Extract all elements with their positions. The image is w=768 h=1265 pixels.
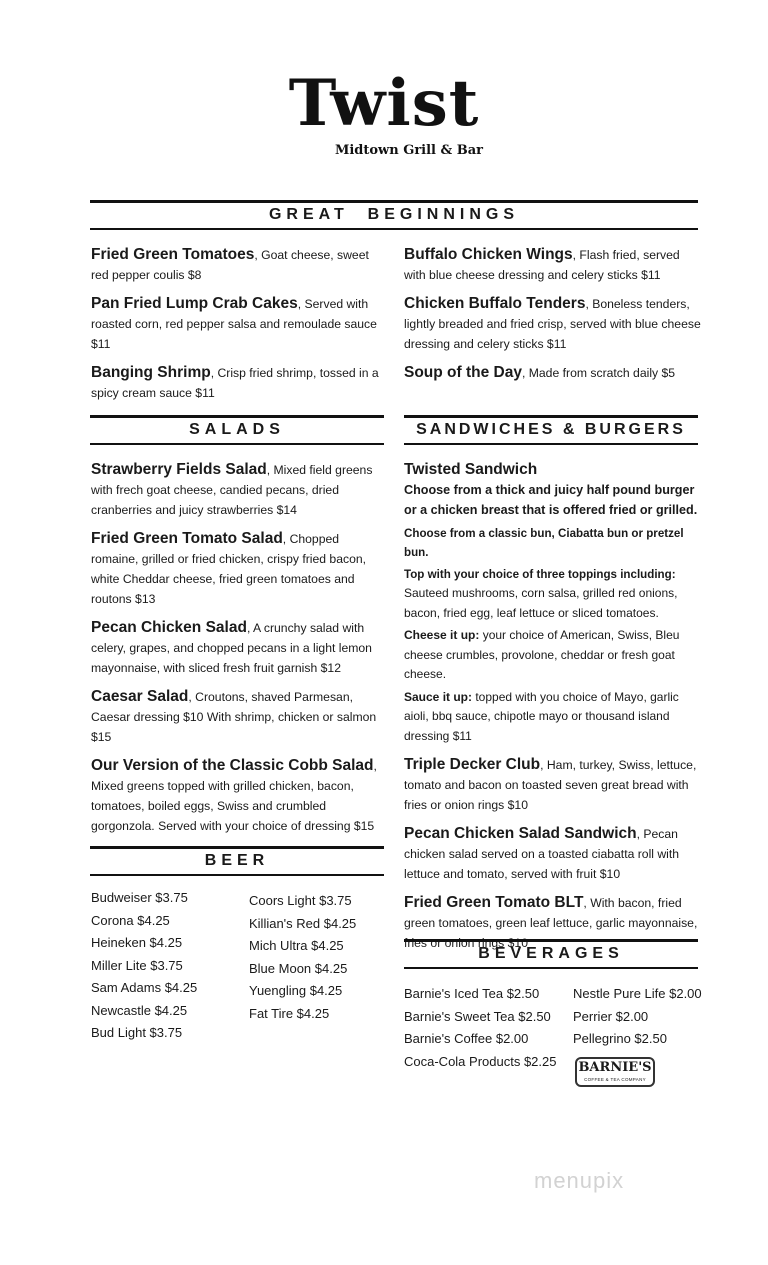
- beer-list-col2: [249, 890, 356, 1025]
- beverages-list-col2: [573, 983, 702, 1051]
- item-name: Fried Green Tomatoes: [91, 246, 255, 263]
- section-title-salads: SALADS: [90, 415, 384, 445]
- section-title-beverages: BEVERAGES: [404, 939, 698, 969]
- item-desc: , Crisp fried shrimp, tossed in a spicy cream sauce $11: [91, 366, 379, 400]
- beer-item: Budweiser $3.75: [91, 890, 188, 905]
- beer-item: Bud Light $3.75: [91, 1025, 183, 1040]
- beer-list-col1: [91, 887, 197, 1045]
- beverage-item: Coca-Cola Products $2.25: [404, 1053, 557, 1069]
- menu-item: [404, 824, 706, 884]
- beverage-item: Pellegrino $2.50: [573, 1031, 667, 1046]
- item-desc: , A crunchy salad with celery, grapes, and chopped pecans in a light lemon mayonnaise, with sliced fresh fruit garnish $12: [91, 621, 372, 675]
- menu-item: [91, 529, 388, 609]
- menu-item: [91, 363, 386, 403]
- menu-item: [404, 245, 704, 285]
- item-desc: , Ham, turkey, Swiss, lettuce, tomato and bacon on toasted seven great bread with fries or onion rings $10: [404, 758, 697, 812]
- section-title-great-beginnings: GREAT BEGINNINGS: [90, 200, 698, 230]
- beer-item: Heineken $4.25: [91, 935, 183, 950]
- item-name: Banging Shrimp: [91, 364, 211, 381]
- section-title-sandwiches-burgers: SANDWICHES & BURGERS: [404, 415, 698, 445]
- twisted-cheese: [404, 626, 706, 685]
- item-desc: , Flash fried, served with blue cheese dressing and celery sticks $11: [404, 248, 680, 282]
- item-name: Buffalo Chicken Wings: [404, 246, 573, 263]
- menu-item: [91, 245, 386, 285]
- beer-item: Blue Moon $4.25: [249, 960, 348, 976]
- twisted-intro: Choose from a thick and juicy half pound burger or a chicken breast that is offered fried or grilled.: [404, 482, 698, 517]
- beverage-item: Perrier $2.00: [573, 1008, 649, 1024]
- item-desc: , With bacon, fried green tomatoes, green leaf lettuce, garlic mayonnaise, fries or onion rings $10: [404, 896, 698, 950]
- beer-item: Mich Ultra $4.25: [249, 938, 344, 953]
- item-name: Chicken Buffalo Tenders: [404, 295, 586, 312]
- menu-item: [91, 618, 388, 678]
- twisted-top-text: Sauteed mushrooms, corn salsa, grilled red onions, bacon, fried egg, leaf lettuce or sliced tomatoes.: [404, 586, 678, 620]
- cheese-label: Cheese it up:: [404, 628, 480, 642]
- item-desc: , Pecan chicken salad served on a toasted ciabatta roll with lettuce and tomato, served with fruit $10: [404, 827, 680, 881]
- item-desc: , Mixed field greens with frech goat cheese, candied pecans, dried cranberries and juicy strawberries $14: [91, 463, 373, 517]
- section-title-beer: BEER: [90, 846, 384, 876]
- twisted-sauce: [404, 688, 706, 747]
- menu-item: [91, 294, 386, 354]
- menu-item-twisted-sandwich: [404, 460, 706, 746]
- item-desc: , Served with roasted corn, red pepper salsa and remoulade sauce $11: [91, 297, 377, 351]
- item-name: Fried Green Tomato Salad: [91, 530, 283, 547]
- sandwiches-column: [404, 460, 706, 962]
- item-name: Pecan Chicken Salad: [91, 619, 247, 636]
- beer-item: Coors Light $3.75: [249, 893, 352, 908]
- restaurant-subtitle: Midtown Grill & Bar: [334, 143, 484, 158]
- beer-item: Corona $4.25: [91, 912, 170, 928]
- barnies-logo: [575, 1057, 655, 1087]
- beer-item: Fat Tire $4.25: [249, 1005, 330, 1021]
- menu-item: [91, 460, 388, 520]
- item-desc: , Boneless tenders, lightly breaded and fried crisp, served with blue cheese dressing and celery sticks $11: [404, 297, 701, 351]
- item-desc: , Chopped romaine, grilled or fried chicken, crispy fried bacon, white Cheddar cheese, fried green tomatoes and routons $13: [91, 532, 367, 606]
- beverage-item: Barnie's Coffee $2.00: [404, 1031, 529, 1046]
- beverage-item: Barnie's Iced Tea $2.50: [404, 986, 540, 1001]
- salads-column: [91, 460, 388, 845]
- sauce-text: topped with you choice of Mayo, garlic aioli, bbq sauce, chipotle mayo or thousand island dressing $11: [404, 689, 679, 743]
- beer-item: Miller Lite $3.75: [91, 957, 183, 973]
- menu-item: [404, 755, 706, 815]
- great-beginnings-right-column: [404, 245, 704, 392]
- item-name: Twisted Sandwich: [404, 461, 538, 478]
- beverages-list-col1: [404, 983, 556, 1073]
- item-name: Triple Decker Club: [404, 756, 541, 773]
- item-name: Pecan Chicken Salad Sandwich: [404, 825, 637, 842]
- beer-item: Yuengling $4.25: [249, 983, 343, 998]
- beverage-item: Barnie's Sweet Tea $2.50: [404, 1008, 551, 1024]
- menu-item: [91, 687, 388, 747]
- barnies-logo-sub: COFFEE & TEA COMPANY: [584, 1077, 646, 1082]
- barnies-logo-name: BARNIE'S: [578, 1060, 652, 1075]
- item-name: Strawberry Fields Salad: [91, 461, 267, 478]
- menu-item: [404, 294, 704, 354]
- sauce-label: Sauce it up:: [404, 689, 473, 704]
- twisted-bun: Choose from a classic bun, Ciabatta bun or pretzel bun.: [404, 526, 684, 559]
- beer-item: Killian's Red $4.25: [249, 915, 357, 931]
- beer-item: Sam Adams $4.25: [91, 980, 198, 995]
- beverage-item: Nestle Pure Life $2.00: [573, 986, 702, 1001]
- item-name: Soup of the Day: [404, 364, 522, 381]
- restaurant-logo: Twist: [288, 66, 480, 141]
- great-beginnings-left-column: [91, 245, 386, 412]
- item-desc: , Made from scratch daily $5: [521, 366, 676, 380]
- twisted-top-label: Top with your choice of three toppings including:: [404, 567, 676, 581]
- beer-item: Newcastle $4.25: [91, 1002, 188, 1018]
- item-name: Caesar Salad: [91, 688, 189, 705]
- item-name: Our Version of the Classic Cobb Salad: [91, 757, 374, 774]
- item-desc: , Croutons, shaved Parmesan, Caesar dressing $10 With shrimp, chicken or salmon $15: [91, 690, 377, 744]
- watermark: menupix: [534, 1168, 625, 1193]
- item-name: Fried Green Tomato BLT: [404, 894, 584, 911]
- item-name: Pan Fried Lump Crab Cakes: [91, 295, 298, 312]
- item-desc: , Mixed greens topped with grilled chicken, bacon, tomatoes, boiled eggs, Swiss and crumbled gorgonzola. Served with your choice of dressing $15: [91, 759, 377, 833]
- menu-item: [404, 363, 704, 383]
- item-desc: , Goat cheese, sweet red pepper coulis $8: [91, 248, 369, 282]
- menu-item: [91, 756, 388, 836]
- cheese-text: your choice of American, Swiss, Bleu cheese crumbles, provolone, cheddar or fresh goat cheese.: [404, 628, 680, 681]
